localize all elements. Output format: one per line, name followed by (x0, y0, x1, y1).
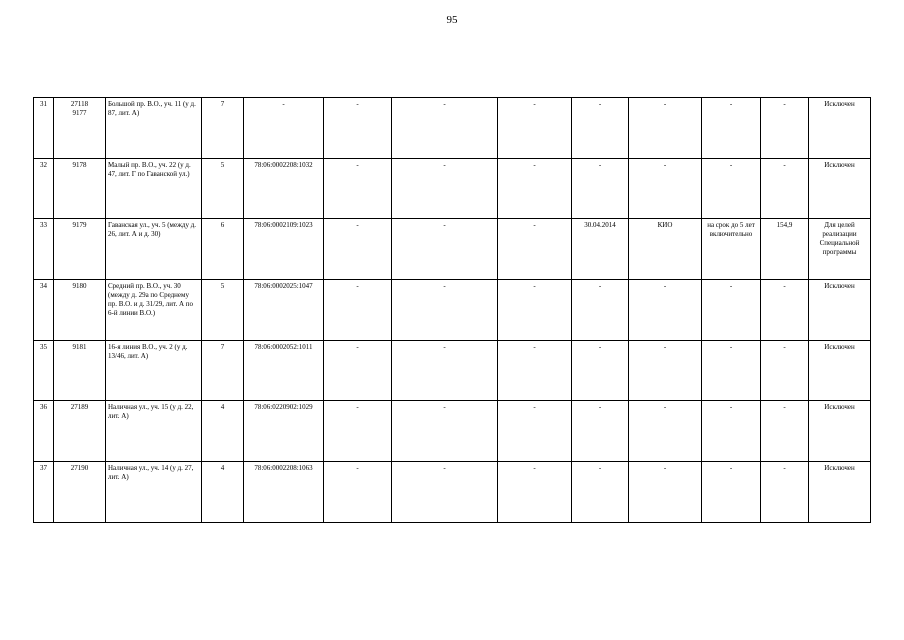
area-cell: - (761, 340, 809, 401)
cadastral-number-cell: 78:06:0002025:1047 (244, 280, 324, 341)
row-number-cell: 34 (34, 280, 54, 341)
organization-cell: - (629, 280, 702, 341)
page-number: 95 (446, 14, 458, 26)
cell-7: - (392, 462, 498, 523)
zone-cell: 4 (202, 401, 244, 462)
cell-8: - (498, 340, 572, 401)
address-cell: Гаванская ул., уч. 5 (между д. 26, лит. А и д. 30) (106, 219, 202, 280)
object-code-cell: 9180 (54, 280, 106, 341)
status-cell: Исключен (809, 401, 871, 462)
address-cell: Наличная ул., уч. 15 (у д. 22, лит. А) (106, 401, 202, 462)
status-cell: Исключен (809, 280, 871, 341)
organization-cell: - (629, 98, 702, 159)
object-code-cell: 9178 (54, 158, 106, 219)
organization-cell: КИО (629, 219, 702, 280)
cadastral-number-cell: 78:06:0220902:1029 (244, 401, 324, 462)
zone-cell: 5 (202, 158, 244, 219)
cell-6: - (324, 98, 392, 159)
table-row (34, 158, 871, 219)
table-row (34, 462, 871, 523)
row-number-cell: 31 (34, 98, 54, 159)
cell-6: - (324, 462, 392, 523)
cell-8: - (498, 280, 572, 341)
zone-cell: 5 (202, 280, 244, 341)
term-cell: - (702, 340, 761, 401)
address-cell: Наличная ул., уч. 14 (у д. 27, лит. А) (106, 462, 202, 523)
status-cell: Для целей реализации Специальной программы (809, 219, 871, 280)
zone-cell: 6 (202, 219, 244, 280)
cadastral-number-cell: 78:06:0002208:1032 (244, 158, 324, 219)
cell-8: - (498, 462, 572, 523)
term-cell: - (702, 280, 761, 341)
object-code-cell: 27189 (54, 401, 106, 462)
registry-table (33, 97, 871, 523)
term-cell: - (702, 158, 761, 219)
date-cell: - (572, 158, 629, 219)
address-cell: Малый пр. В.О., уч. 22 (у д. 47, лит. Г по Гаванской ул.) (106, 158, 202, 219)
cell-8: - (498, 98, 572, 159)
cell-7: - (392, 158, 498, 219)
area-cell: - (761, 401, 809, 462)
date-cell: - (572, 401, 629, 462)
status-cell: Исключен (809, 98, 871, 159)
term-cell: на срок до 5 лет включительно (702, 219, 761, 280)
table-row (34, 98, 871, 159)
cell-6: - (324, 280, 392, 341)
term-cell: - (702, 401, 761, 462)
object-code-cell: 9179 (54, 219, 106, 280)
cell-6: - (324, 401, 392, 462)
cadastral-number-cell: 78:06:0002208:1063 (244, 462, 324, 523)
address-cell: 16-я линия В.О., уч. 2 (у д. 13/46, лит. А) (106, 340, 202, 401)
cell-6: - (324, 340, 392, 401)
cell-8: - (498, 401, 572, 462)
organization-cell: - (629, 462, 702, 523)
cadastral-number-cell: 78:06:0002109:1023 (244, 219, 324, 280)
table-row (34, 280, 871, 341)
cadastral-number-cell: 78:06:0002052:1011 (244, 340, 324, 401)
zone-cell: 4 (202, 462, 244, 523)
row-number-cell: 36 (34, 401, 54, 462)
organization-cell: - (629, 401, 702, 462)
date-cell: - (572, 340, 629, 401)
address-cell: Средний пр. В.О., уч. 30 (между д. 29а по Среднему пр. В.О. и д. 31/29, лит. А по 6-й линии В.О.) (106, 280, 202, 341)
status-cell: Исключен (809, 462, 871, 523)
row-number-cell: 37 (34, 462, 54, 523)
cell-7: - (392, 280, 498, 341)
area-cell: 154,9 (761, 219, 809, 280)
area-cell: - (761, 280, 809, 341)
status-cell: Исключен (809, 158, 871, 219)
date-cell: - (572, 462, 629, 523)
cell-6: - (324, 158, 392, 219)
cell-7: - (392, 98, 498, 159)
cell-7: - (392, 401, 498, 462)
term-cell: - (702, 462, 761, 523)
object-code-cell: 27190 (54, 462, 106, 523)
table-row (34, 401, 871, 462)
cadastral-number-cell: - (244, 98, 324, 159)
row-number-cell: 35 (34, 340, 54, 401)
cell-7: - (392, 340, 498, 401)
date-cell: - (572, 98, 629, 159)
date-cell: 30.04.2014 (572, 219, 629, 280)
address-cell: Большой пр. В.О., уч. 11 (у д. 87, лит. А) (106, 98, 202, 159)
table-row (34, 340, 871, 401)
area-cell: - (761, 98, 809, 159)
organization-cell: - (629, 340, 702, 401)
term-cell: - (702, 98, 761, 159)
zone-cell: 7 (202, 98, 244, 159)
organization-cell: - (629, 158, 702, 219)
table-row (34, 219, 871, 280)
object-code-cell: 9181 (54, 340, 106, 401)
status-cell: Исключен (809, 340, 871, 401)
cell-8: - (498, 158, 572, 219)
row-number-cell: 32 (34, 158, 54, 219)
date-cell: - (572, 280, 629, 341)
area-cell: - (761, 158, 809, 219)
object-code-cell: 27118 9177 (54, 98, 106, 159)
row-number-cell: 33 (34, 219, 54, 280)
zone-cell: 7 (202, 340, 244, 401)
cell-8: - (498, 219, 572, 280)
cell-7: - (392, 219, 498, 280)
cell-6: - (324, 219, 392, 280)
area-cell: - (761, 462, 809, 523)
